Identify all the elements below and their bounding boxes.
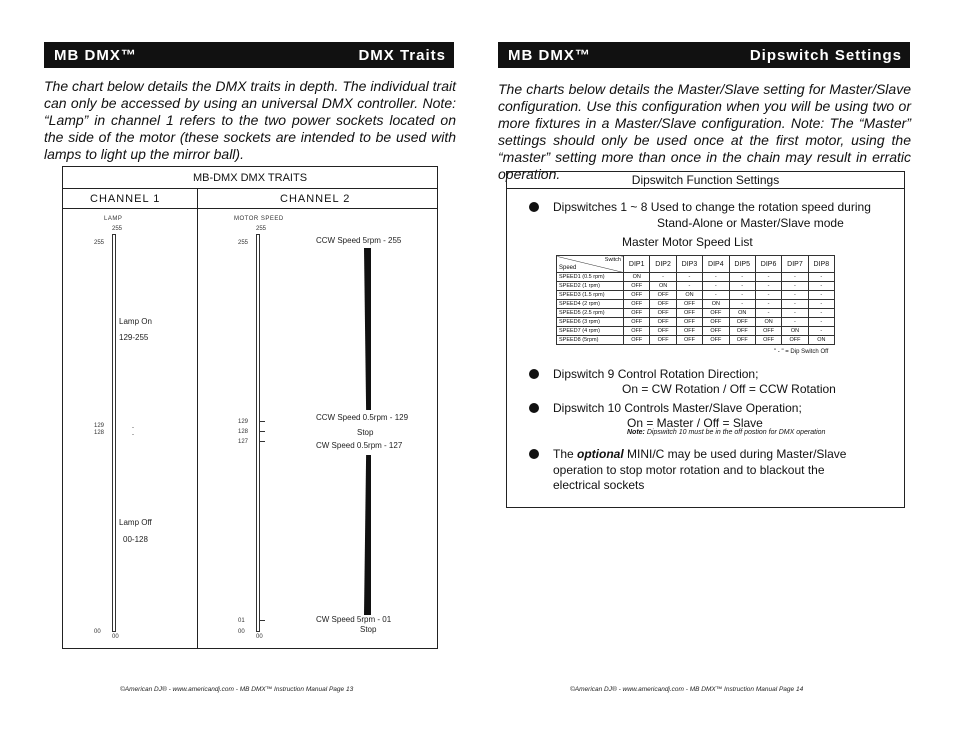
dip-table-note: " - " = Dip Switch Off (774, 349, 829, 355)
master-motor-speed-table (556, 255, 835, 345)
dip-corner-speed: Speed (559, 265, 577, 271)
ccw-speed-max-label: CCW Speed 5rpm - 255 (316, 236, 402, 245)
lamp-off-range: 00-128 (123, 535, 148, 544)
dip-cell: OFF (650, 336, 676, 345)
channel-header-divider (62, 208, 438, 209)
dip-cell: OFF (676, 327, 702, 336)
channel1-tick-129: 129 (94, 423, 105, 429)
dip-row-speed: SPEED3 (1.5 rpm) (557, 291, 624, 300)
dip-row-speed: SPEED8 (5rpm) (557, 336, 624, 345)
dip-cell: OFF (624, 336, 650, 345)
dip-cell: OFF (703, 336, 729, 345)
dip-column-header: DIP1 (624, 256, 650, 273)
cw-speed-max-label: CW Speed 5rpm - 01 (316, 615, 392, 624)
bullet-1 (529, 202, 539, 212)
right-intro-text: The charts below details the Master/Slave setting for Master/Slave configuration. Use this configuration when you will be using two or more fixtures in a Master/Slave configuration. Note: The “Master” settings should only be used once at the first motor, using the “master” setting more than once in the chain may result in erratic operation. (498, 81, 911, 182)
dip-cell: - (782, 318, 808, 327)
dip-cell: OFF (676, 336, 702, 345)
dip-cell: - (808, 273, 834, 282)
dip-cell: - (808, 291, 834, 300)
dip-cell: OFF (650, 309, 676, 318)
channel1-tick-mark: - (132, 425, 134, 431)
channel2-top-value: 255 (256, 226, 267, 232)
dip-cell: - (808, 282, 834, 291)
chart-title-divider (62, 188, 438, 189)
dip-cell: OFF (703, 327, 729, 336)
dip-cell: OFF (703, 318, 729, 327)
dip-cell: ON (729, 309, 755, 318)
dip-table-corner (557, 256, 624, 273)
dip-cell: - (703, 291, 729, 300)
bullet4-emphasis: optional (577, 447, 624, 461)
table-row (557, 327, 835, 336)
channel1-tick-128: 128 (94, 430, 105, 436)
left-page-header (44, 42, 454, 68)
right-footer: ©American DJ® - www.americandj.com - MB DMX™ Instruction Manual Page 14 (570, 686, 804, 693)
dip-cell: ON (755, 318, 781, 327)
dip-cell: ON (703, 300, 729, 309)
bullet4-line1 (553, 446, 846, 462)
dip-cell: OFF (676, 318, 702, 327)
dip-cell: - (729, 300, 755, 309)
dip-cell: - (808, 309, 834, 318)
dip-cell: - (755, 300, 781, 309)
channel1-sublabel: LAMP (104, 216, 123, 222)
channel2-tick-line (260, 441, 265, 442)
channel2-sublabel: MOTOR SPEED (234, 216, 284, 222)
dip-cell: - (782, 291, 808, 300)
right-header-section: Dipswitch Settings (749, 47, 902, 64)
channel1-tick-255: 255 (94, 240, 105, 246)
ccw-speed-min-label: CCW Speed 0.5rpm - 129 (316, 413, 409, 422)
dip-column-header: DIP8 (808, 256, 834, 273)
dip-cell: OFF (624, 309, 650, 318)
dip-cell: - (703, 282, 729, 291)
dip-column-header: DIP6 (755, 256, 781, 273)
channel1-label: CHANNEL 1 (90, 193, 161, 205)
dip-cell: ON (650, 282, 676, 291)
lamp-off-label: Lamp Off (119, 518, 152, 527)
dip-cell: OFF (703, 309, 729, 318)
table-row (557, 309, 835, 318)
bullet4-line2: operation to stop motor rotation and to blackout the (553, 463, 825, 477)
stop-mid-label: Stop (357, 428, 374, 437)
channel1-fader-rail (112, 234, 116, 632)
table-row (557, 318, 835, 327)
channel2-tick-line (260, 620, 265, 621)
dip-cell: OFF (676, 309, 702, 318)
channel1-tick-00: 00 (94, 629, 101, 635)
dip-cell: - (703, 273, 729, 282)
cw-speed-min-label: CW Speed 0.5rpm - 127 (316, 441, 403, 450)
channel1-bottom-value: 00 (112, 634, 119, 640)
dip-cell: OFF (755, 336, 781, 345)
bullet3-line2: On = Master / Off = Slave (627, 416, 763, 430)
dip-cell: ON (676, 291, 702, 300)
dip-row-speed: SPEED5 (2.5 rpm) (557, 309, 624, 318)
dip-column-header: DIP7 (782, 256, 808, 273)
bullet3-note-label: Note: (627, 429, 645, 436)
bullet-3 (529, 403, 539, 413)
left-footer: ©American DJ® - www.americandj.com - MB DMX™ Instruction Manual Page 13 (120, 686, 354, 693)
channel2-bottom-value: 00 (256, 634, 263, 640)
stop-bottom-label: Stop (360, 625, 377, 634)
dip-cell: - (782, 282, 808, 291)
dip-cell: - (650, 273, 676, 282)
bullet3-note-text: Dipswitch 10 must be in the off postion for DMX operation (646, 429, 826, 436)
speed-table-title: Master Motor Speed List (622, 235, 753, 249)
dip-cell: OFF (676, 300, 702, 309)
dip-cell: OFF (650, 318, 676, 327)
dip-cell: OFF (650, 291, 676, 300)
bullet-2 (529, 369, 539, 379)
dip-row-speed: SPEED1 (0.5 rpm) (557, 273, 624, 282)
channel2-tick-01: 01 (238, 618, 245, 624)
lamp-on-label: Lamp On (119, 317, 152, 326)
bullet4-line3: electrical sockets (553, 478, 645, 492)
dip-cell: OFF (650, 300, 676, 309)
dip-cell: - (782, 300, 808, 309)
table-row (557, 291, 835, 300)
bullet1-line1: Dipswitches 1 ~ 8 Used to change the rotation speed during (553, 200, 871, 214)
dip-cell: ON (624, 273, 650, 282)
channel-column-divider (197, 188, 198, 649)
dipswitch-box-divider (506, 188, 905, 189)
dip-cell: - (755, 309, 781, 318)
dip-cell: - (676, 273, 702, 282)
dip-cell: - (782, 309, 808, 318)
dip-cell: OFF (782, 336, 808, 345)
left-header-section: DMX Traits (358, 47, 446, 64)
dip-cell: - (729, 273, 755, 282)
dip-cell: OFF (624, 318, 650, 327)
table-row (557, 273, 835, 282)
dip-cell: OFF (624, 327, 650, 336)
dip-cell: OFF (650, 327, 676, 336)
dip-row-speed: SPEED7 (4 rpm) (557, 327, 624, 336)
dip-cell: - (755, 273, 781, 282)
channel2-fader-rail (256, 234, 260, 632)
right-page-header (498, 42, 910, 68)
bullet2-line2: On = CW Rotation / Off = CCW Rotation (622, 382, 836, 396)
dip-corner-switch: Switch (604, 257, 621, 263)
dip-cell: OFF (624, 300, 650, 309)
channel2-tick-128: 128 (238, 429, 249, 435)
channel1-top-value: 255 (112, 226, 123, 232)
bullet2-line1: Dipswitch 9 Control Rotation Direction; (553, 367, 759, 381)
dip-cell: ON (808, 336, 834, 345)
channel2-tick-line (260, 421, 265, 422)
bullet4-post: MINI/C may be used during Master/Slave (623, 447, 847, 461)
dip-cell: ON (782, 327, 808, 336)
bullet1-line2: Stand-Alone or Master/Slave mode (657, 216, 844, 230)
channel2-tick-129: 129 (238, 419, 249, 425)
table-row (557, 336, 835, 345)
lamp-on-range: 129-255 (119, 333, 149, 342)
left-header-product: MB DMX™ (54, 47, 137, 64)
dip-cell: - (729, 282, 755, 291)
dip-column-header: DIP2 (650, 256, 676, 273)
dip-cell: - (755, 291, 781, 300)
bullet-4 (529, 449, 539, 459)
dip-column-header: DIP5 (729, 256, 755, 273)
table-row (557, 300, 835, 309)
dip-row-speed: SPEED4 (2 rpm) (557, 300, 624, 309)
dip-cell: OFF (729, 327, 755, 336)
table-row (557, 282, 835, 291)
dipswitch-box-title: Dipswitch Function Settings (631, 173, 780, 187)
channel1-tick-mark: - (132, 432, 134, 438)
dip-cell: OFF (729, 318, 755, 327)
dip-cell: - (782, 273, 808, 282)
dip-cell: - (808, 327, 834, 336)
dip-table-header-row (557, 256, 835, 273)
dip-column-header: DIP3 (676, 256, 702, 273)
right-header-product: MB DMX™ (508, 47, 591, 64)
channel2-tick-255: 255 (238, 240, 249, 246)
bullet3-note (627, 429, 825, 436)
left-intro-text: The chart below details the DMX traits in depth. The individual trait can only be accessed by using an universal DMX controller. Note: “Lamp” in channel 1 refers to the two power sockets located on the side of the motor (these sockets are intended to be used with lamps to light up the mirror ball). (44, 78, 456, 162)
channel2-label: CHANNEL 2 (280, 193, 351, 205)
dip-row-speed: SPEED2 (1 rpm) (557, 282, 624, 291)
dip-cell: - (729, 291, 755, 300)
bullet3-line1: Dipswitch 10 Controls Master/Slave Operation; (553, 401, 802, 415)
dip-cell: OFF (624, 291, 650, 300)
channel2-tick-line (260, 431, 265, 432)
dip-cell: OFF (729, 336, 755, 345)
dip-cell: - (808, 318, 834, 327)
channel2-tick-00: 00 (238, 629, 245, 635)
bullet4-pre: The (553, 447, 578, 461)
chart-title: MB-DMX DMX TRAITS (192, 172, 308, 184)
channel2-tick-127: 127 (238, 439, 249, 445)
dip-row-speed: SPEED6 (3 rpm) (557, 318, 624, 327)
dip-cell: - (676, 282, 702, 291)
dip-cell: OFF (755, 327, 781, 336)
dip-cell: - (808, 300, 834, 309)
dip-column-header: DIP4 (703, 256, 729, 273)
dip-cell: - (755, 282, 781, 291)
dip-cell: OFF (624, 282, 650, 291)
